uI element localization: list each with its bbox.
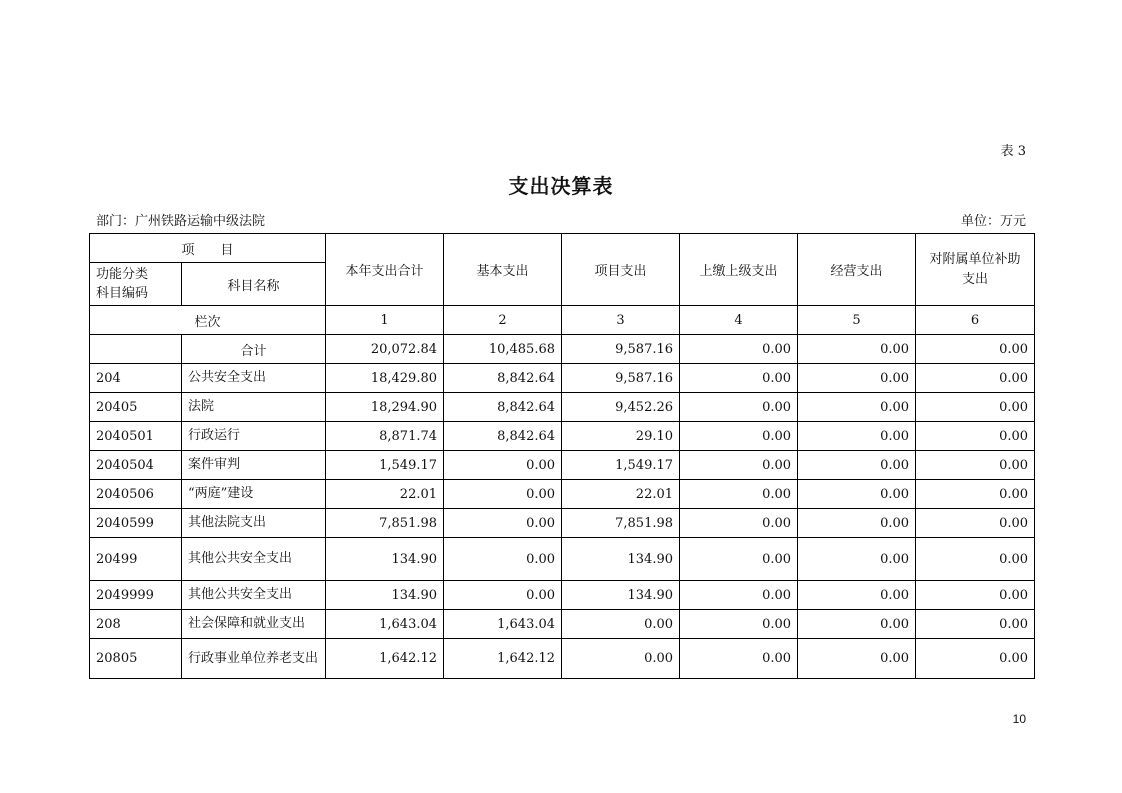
table-number: 表 3 — [1000, 144, 1026, 159]
row-name: 行政运行 — [182, 422, 326, 451]
row-value: 1,643.04 — [444, 610, 562, 639]
row-value: 0.00 — [680, 509, 798, 538]
row-value: 0.00 — [562, 610, 680, 639]
seq-6: 6 — [916, 306, 1035, 335]
row-value: 0.00 — [916, 509, 1035, 538]
seq-3: 3 — [562, 306, 680, 335]
row-value: 9,452.26 — [562, 393, 680, 422]
total-code-cell — [90, 335, 182, 364]
document-title: 支出决算表 — [508, 174, 614, 198]
total-value: 0.00 — [798, 335, 916, 364]
table-row — [90, 364, 1035, 393]
row-name: 案件审判 — [182, 451, 326, 480]
row-value: 1,549.17 — [562, 451, 680, 480]
table-row — [90, 610, 1035, 639]
row-value: 7,851.98 — [562, 509, 680, 538]
row-value: 8,871.74 — [326, 422, 444, 451]
row-value: 0.00 — [444, 581, 562, 610]
row-value: 22.01 — [326, 480, 444, 509]
seq-2: 2 — [444, 306, 562, 335]
row-value: 0.00 — [680, 480, 798, 509]
table-row — [90, 639, 1035, 679]
total-value: 10,485.68 — [444, 335, 562, 364]
row-code: 20805 — [90, 639, 182, 679]
row-value: 0.00 — [562, 639, 680, 679]
row-code: 20405 — [90, 393, 182, 422]
table-row — [90, 393, 1035, 422]
row-name: 其他公共安全支出 — [182, 538, 326, 581]
row-code: 2049999 — [90, 581, 182, 610]
row-value: 0.00 — [798, 509, 916, 538]
total-row — [90, 335, 1035, 364]
row-value: 29.10 — [562, 422, 680, 451]
row-value: 0.00 — [798, 364, 916, 393]
row-value: 0.00 — [916, 393, 1035, 422]
row-name: 法院 — [182, 393, 326, 422]
row-value: 0.00 — [916, 364, 1035, 393]
row-value: 0.00 — [680, 364, 798, 393]
header-item: 项 目 — [90, 234, 326, 263]
row-value: 0.00 — [916, 581, 1035, 610]
header-func-code: 功能分类 科目编码 — [90, 263, 182, 306]
row-name: 公共安全支出 — [182, 364, 326, 393]
seq-1: 1 — [326, 306, 444, 335]
header-col-3: 项目支出 — [562, 234, 680, 306]
seq-5: 5 — [798, 306, 916, 335]
header-col-6: 对附属单位补助 支出 — [916, 234, 1035, 306]
total-value: 20,072.84 — [326, 335, 444, 364]
row-value: 18,429.80 — [326, 364, 444, 393]
row-value: 8,842.64 — [444, 422, 562, 451]
row-code: 2040506 — [90, 480, 182, 509]
row-value: 22.01 — [562, 480, 680, 509]
row-name: 社会保障和就业支出 — [182, 610, 326, 639]
row-value: 0.00 — [798, 538, 916, 581]
row-value: 0.00 — [680, 422, 798, 451]
row-value: 0.00 — [798, 451, 916, 480]
row-value: 1,642.12 — [444, 639, 562, 679]
row-value: 0.00 — [680, 639, 798, 679]
department-label: 部门：广州铁路运输中级法院 — [96, 214, 266, 229]
row-value: 18,294.90 — [326, 393, 444, 422]
row-value: 0.00 — [680, 538, 798, 581]
table-row — [90, 581, 1035, 610]
row-value: 134.90 — [562, 581, 680, 610]
row-value: 0.00 — [444, 509, 562, 538]
row-value: 0.00 — [444, 480, 562, 509]
row-value: 7,851.98 — [326, 509, 444, 538]
total-label: 合计 — [182, 335, 326, 364]
row-value: 0.00 — [680, 581, 798, 610]
header-col-5: 经营支出 — [798, 234, 916, 306]
table-row — [90, 480, 1035, 509]
header-col-1: 本年支出合计 — [326, 234, 444, 306]
row-value: 134.90 — [326, 581, 444, 610]
row-code: 2040501 — [90, 422, 182, 451]
row-value: 0.00 — [444, 538, 562, 581]
seq-4: 4 — [680, 306, 798, 335]
table-row — [90, 422, 1035, 451]
total-value: 0.00 — [680, 335, 798, 364]
row-name: “两庭”建设 — [182, 480, 326, 509]
row-code: 2040599 — [90, 509, 182, 538]
row-name: 其他公共安全支出 — [182, 581, 326, 610]
row-value: 134.90 — [326, 538, 444, 581]
row-value: 0.00 — [680, 451, 798, 480]
header-col-2: 基本支出 — [444, 234, 562, 306]
header-col-4: 上缴上级支出 — [680, 234, 798, 306]
row-value: 9,587.16 — [562, 364, 680, 393]
row-value: 1,549.17 — [326, 451, 444, 480]
row-value: 0.00 — [680, 393, 798, 422]
row-value: 0.00 — [916, 422, 1035, 451]
table-row — [90, 509, 1035, 538]
row-value: 0.00 — [798, 610, 916, 639]
row-value: 0.00 — [916, 639, 1035, 679]
seq-label: 栏次 — [90, 306, 326, 335]
expenditure-table — [89, 233, 1035, 679]
row-value: 8,842.64 — [444, 364, 562, 393]
row-value: 0.00 — [798, 393, 916, 422]
header-subject-name: 科目名称 — [182, 263, 326, 306]
unit-label: 单位：万元 — [960, 214, 1026, 229]
row-code: 204 — [90, 364, 182, 393]
row-value: 0.00 — [916, 451, 1035, 480]
row-code: 2040504 — [90, 451, 182, 480]
page-number: 10 — [1012, 712, 1026, 726]
row-code: 20499 — [90, 538, 182, 581]
row-value: 0.00 — [798, 639, 916, 679]
row-value: 1,642.12 — [326, 639, 444, 679]
total-value: 0.00 — [916, 335, 1035, 364]
row-name: 行政事业单位养老支出 — [182, 639, 326, 679]
row-value: 0.00 — [916, 538, 1035, 581]
row-value: 0.00 — [798, 581, 916, 610]
total-value: 9,587.16 — [562, 335, 680, 364]
row-value: 0.00 — [680, 610, 798, 639]
row-value: 0.00 — [916, 610, 1035, 639]
row-value: 8,842.64 — [444, 393, 562, 422]
row-name: 其他法院支出 — [182, 509, 326, 538]
row-code: 208 — [90, 610, 182, 639]
row-value: 0.00 — [444, 451, 562, 480]
row-value: 0.00 — [916, 480, 1035, 509]
row-value: 134.90 — [562, 538, 680, 581]
table-row — [90, 538, 1035, 581]
row-value: 0.00 — [798, 480, 916, 509]
table-row — [90, 451, 1035, 480]
row-value: 0.00 — [798, 422, 916, 451]
row-value: 1,643.04 — [326, 610, 444, 639]
